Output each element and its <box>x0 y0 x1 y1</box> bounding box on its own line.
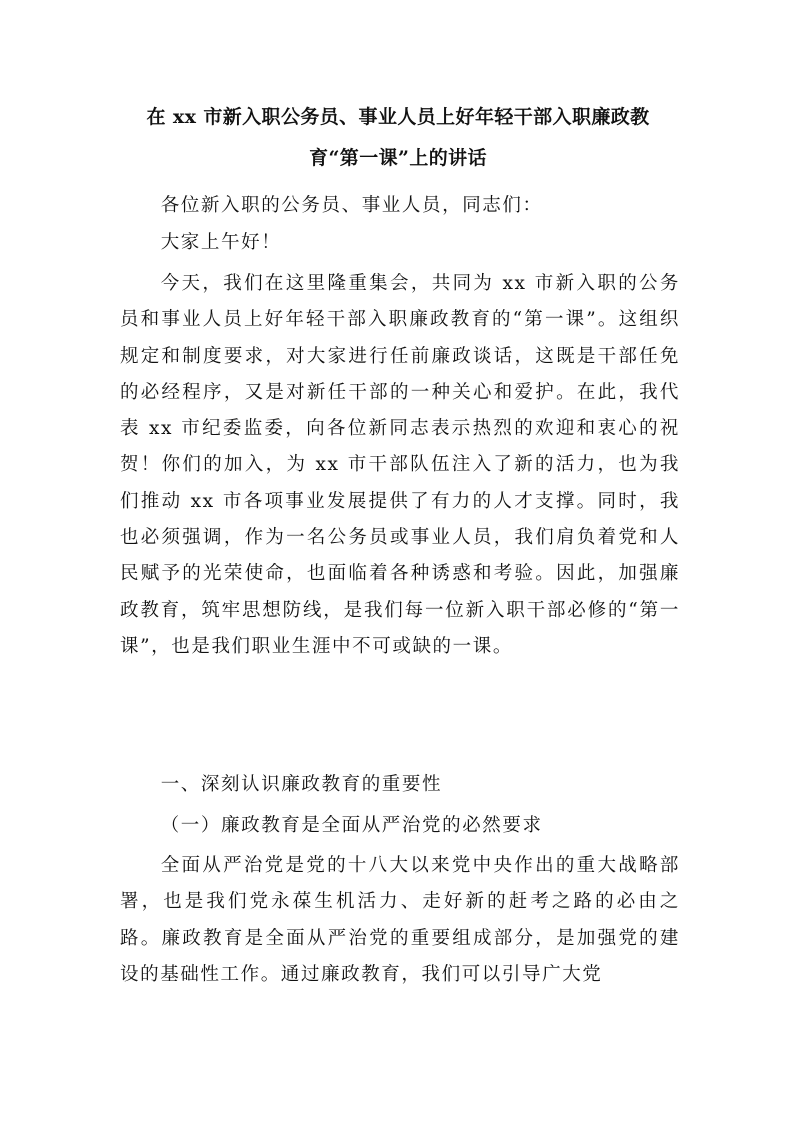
subsection-heading-1: （一）廉政教育是全面从严治党的必然要求 <box>160 815 543 836</box>
section-heading-1: 一、深刻认识廉政教育的重要性 <box>160 774 443 795</box>
opening-paragraph: 今天，我们在这里隆重集会，共同为 xx 市新入职的公务员和事业人员上好年轻干部入职廉政教育的“第一课”。这组织规定和制度要求，对大家进行任前廉政谈话，这既是干部任免的必经程序，又是对新任干部的一种关心和爱护。在此，我代表 xx 市纪委监委，向各位新同志表示热烈的欢迎和衷心的祝贺！你们的加入，为 xx 市干部队伍注入了新的活力，也为我们推动 xx 市各项事业发展提供了有力的人才支撑。同时，我也必须强调，作为一名公务员或事业人员，我们肩负着党和人民赋予的光荣使命，也面临着各种诱惑和考验。因此，加强廉政教育，筑牢思想防线，是我们每一位新入职干部必修的“第一课”，也是我们职业生涯中不可或缺的一课。 <box>120 273 680 657</box>
greeting-line: 大家上午好！ <box>160 232 282 253</box>
document-title-line-1: 在 xx 市新入职公务员、事业人员上好年轻干部入职廉政教 <box>146 106 650 128</box>
body-paragraph-2: 全面从严治党是党的十八大以来党中央作出的重大战略部署，也是我们党永葆生机活力、走好新的赶考之路的必由之路。廉政教育是全面从严治党的重要组成部分，是加强党的建设的基础性工作。通过廉政教育，我们可以引导广大党 <box>120 855 680 985</box>
salutation: 各位新入职的公务员、事业人员，同志们： <box>160 195 543 216</box>
document-title-line-2: 育“第一课”上的讲话 <box>309 147 487 169</box>
